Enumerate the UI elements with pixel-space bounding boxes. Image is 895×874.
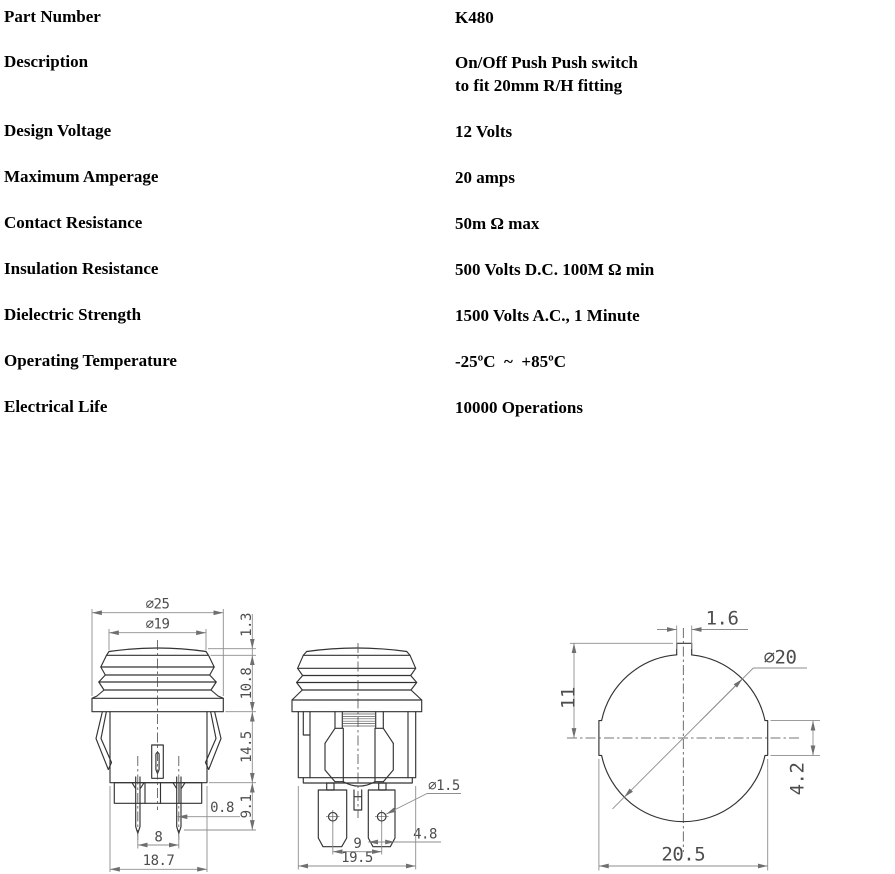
dim-label-flat-height: 4.2 — [786, 762, 809, 796]
spec-value-line2: to fit 20mm R/H fitting — [455, 76, 623, 95]
dim-label-notch-to-center: 11 — [557, 687, 580, 709]
dim-label-body-width: 18.7 — [142, 853, 175, 869]
front-view-drawing — [92, 597, 256, 873]
spec-label: Electrical Life — [4, 397, 108, 416]
spec-value: 50m Ω max — [455, 214, 540, 233]
spec-value: 1500 Volts A.C., 1 Minute — [455, 306, 640, 325]
dim-label-hole-diameter: ∅1.5 — [428, 778, 460, 794]
spec-value: 500 Volts D.C. 100M Ω min — [455, 260, 655, 279]
spec-value: 10000 Operations — [455, 398, 583, 417]
spec-label: Dielectric Strength — [4, 305, 142, 324]
dim-label-terminal-width: 4.8 — [413, 826, 437, 843]
dim-label-terminal-spacing: 9 — [353, 836, 362, 852]
spec-label: Contact Resistance — [4, 213, 143, 232]
spec-value: K480 — [455, 8, 494, 27]
spec-value: 12 Volts — [455, 122, 513, 141]
dim-label-cutout-diameter: ∅20 — [763, 646, 797, 669]
dim-label-button-diameter: ∅19 — [145, 616, 170, 633]
dim-label-pin-spacing: 8 — [154, 829, 163, 846]
dim-label-flange-diameter: ∅25 — [145, 596, 170, 613]
dim-label-cap-height: 1.3 — [239, 613, 255, 637]
dim-label-body-height: 14.5 — [239, 731, 255, 763]
spec-label: Maximum Amperage — [4, 167, 159, 186]
panel-cutout-drawing — [558, 608, 821, 871]
spec-value: -25ºC ~ +85ºC — [455, 352, 566, 371]
dim-label-pin-width: 0.8 — [210, 800, 234, 816]
spec-label: Part Number — [4, 7, 101, 26]
dim-label-notch-width: 1.6 — [705, 607, 739, 630]
spec-value: On/Off Push Push switch — [455, 53, 638, 72]
dim-label-bezel-height: 10.8 — [239, 667, 255, 700]
spec-label: Operating Temperature — [4, 351, 177, 370]
dim-label-pin-length: 9.1 — [239, 794, 255, 819]
dim-label-cutout-width: 20.5 — [661, 843, 706, 866]
spec-value: 20 amps — [455, 168, 515, 187]
spec-label: Design Voltage — [4, 121, 112, 140]
spec-label: Description — [4, 52, 89, 71]
dim-label-overall-width: 19.5 — [341, 850, 373, 866]
spec-label: Insulation Resistance — [4, 259, 159, 278]
side-view-drawing — [292, 643, 461, 870]
